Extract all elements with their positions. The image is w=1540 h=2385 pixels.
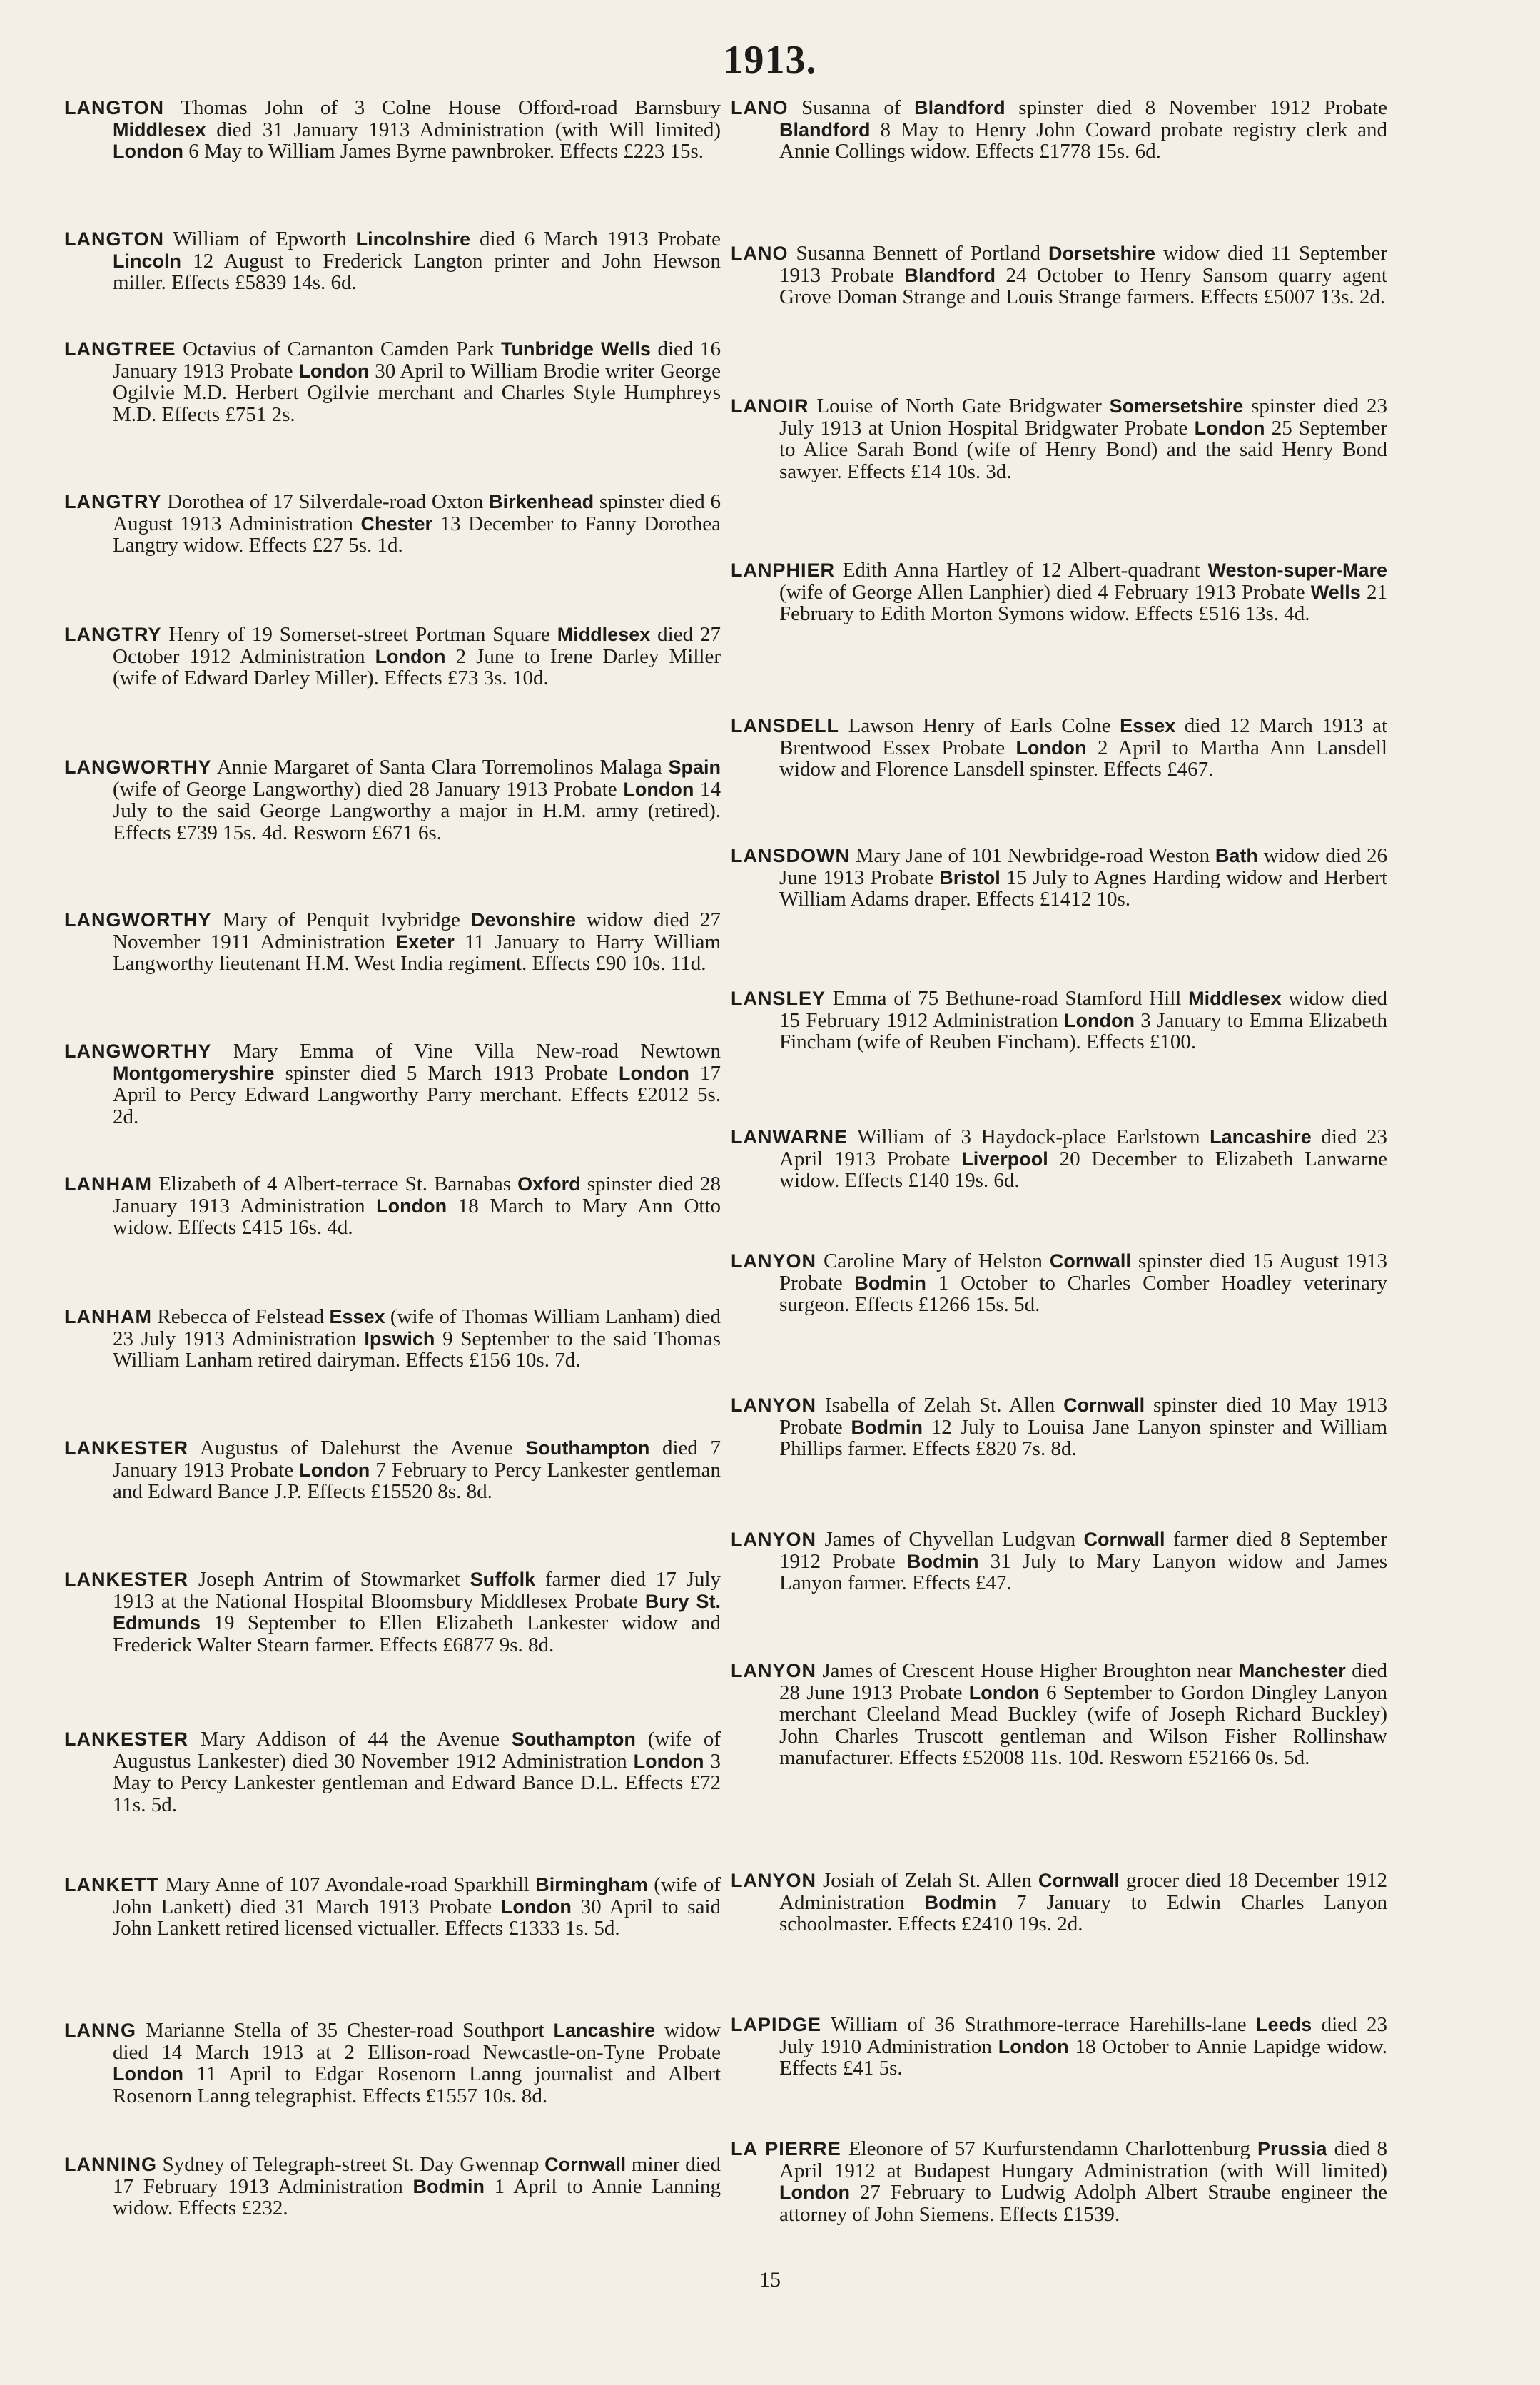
- entry-text: Rebecca of Felstead: [157, 1305, 330, 1328]
- probate-entry: [731, 97, 1387, 163]
- entry-place: Dorsetshire: [1048, 243, 1156, 264]
- entry-surname: LA PIERRE: [731, 2138, 841, 2159]
- probate-entry: [64, 1173, 721, 1239]
- probate-entry: [64, 1728, 721, 1816]
- entry-text: 2 June to Irene Darley Miller (wife of Edward Darley Miller). Effects £73 3s. 10d.: [113, 644, 721, 689]
- entry-place: London: [500, 1895, 572, 1918]
- probate-entry: [731, 715, 1387, 781]
- entry-text: 30 April to said John Lankett retired licensed victualler. Effects £1333 1s. 5d.: [113, 1895, 721, 1940]
- entry-text: died 23 April 1913 Probate: [779, 1125, 1387, 1170]
- entry-surname: LANO: [731, 97, 789, 118]
- entry-text: spinster died 28 January 1913 Administration: [113, 1173, 721, 1217]
- entry-place: Lincoln: [113, 250, 181, 272]
- entry-text: 20 December to Elizabeth Lanwarne widow. Effects £140 19s. 6d.: [779, 1147, 1387, 1192]
- entry-text: Mary Anne of 107 Avondale-road Sparkhill: [165, 1873, 536, 1896]
- entry-place: London: [298, 360, 370, 382]
- entry-place: Blandford: [779, 118, 871, 141]
- entry-surname: LANSDELL: [731, 715, 839, 736]
- entry-text: 11 April to Edgar Rosenorn Lanng journalist and Albert Rosenorn Lanng telegraphist. Effects £1557 10s. 8d.: [113, 2062, 721, 2107]
- entry-place: Essex: [1120, 715, 1176, 736]
- entry-surname: LANPHIER: [731, 559, 836, 581]
- entry-place: London: [376, 1195, 447, 1217]
- probate-entry: [731, 1394, 1387, 1460]
- probate-entry: [64, 338, 721, 425]
- entry-place: Lancashire: [553, 2020, 656, 2041]
- entry-text: (wife of Augustus Lankester) died 30 November 1912 Administration: [113, 1728, 721, 1773]
- probate-entry: [731, 1250, 1387, 1316]
- entry-text: died 23 July 1910 Administration: [779, 2013, 1388, 2058]
- entry-text: 18 October to Annie Lapidge widow. Effects £41 5s.: [779, 2035, 1387, 2080]
- entry-place: Cornwall: [1038, 1870, 1120, 1891]
- entry-place: Bodmin: [854, 1272, 926, 1294]
- entry-surname: LANKESTER: [64, 1569, 189, 1590]
- entry-text: Elizabeth of 4 Albert-terrace St. Barnabas: [158, 1173, 518, 1195]
- entry-text: Lawson Henry of Earls Colne: [848, 714, 1120, 737]
- entry-text: Mary Jane of 101 Newbridge-road Weston: [855, 844, 1215, 867]
- entry-surname: LANYON: [731, 1394, 816, 1416]
- entry-place: Lancashire: [1210, 1126, 1312, 1148]
- entry-text: Thomas John of 3 Colne House Offord-road Barnsbury: [181, 96, 721, 119]
- entry-text: James of Chyvellan Ludgvan: [824, 1528, 1084, 1551]
- entry-text: 15 July to Agnes Harding widow and Herbert William Adams draper. Effects £1412 10s.: [779, 866, 1387, 911]
- entry-text: died 6 March 1913 Probate: [470, 228, 721, 250]
- entry-surname: LANKETT: [64, 1874, 159, 1895]
- entry-text: Mary Addison of 44 the Avenue: [200, 1728, 512, 1751]
- entry-surname: LANKESTER: [64, 1437, 189, 1459]
- entry-surname: LANYON: [731, 1250, 816, 1272]
- entry-place: Bodmin: [924, 1891, 997, 1913]
- entry-surname: LANKESTER: [64, 1728, 189, 1750]
- entry-text: 8 May to Henry John Coward probate registry clerk and Annie Collings widow. Effects £1778 15s. 6d.: [779, 118, 1387, 163]
- entry-text: (wife of Thomas William Lanham) died 23 July 1913 Administration: [113, 1305, 721, 1350]
- entry-text: died 12 March 1913 at Brentwood Essex Probate: [779, 714, 1388, 759]
- entry-text: Marianne Stella of 35 Chester-road Southport: [145, 2019, 554, 2042]
- entry-text: (wife of George Allen Lanphier) died 4 February 1913 Probate: [779, 580, 1311, 604]
- entry-text: Sydney of Telegraph-street St. Day Gwennap: [162, 2153, 545, 2176]
- entry-surname: LANO: [731, 243, 789, 264]
- entry-place: Exeter: [395, 931, 455, 953]
- probate-entry: [64, 1306, 721, 1372]
- probate-entry: [731, 2138, 1387, 2225]
- entry-place: London: [1015, 736, 1087, 759]
- entry-surname: LANGWORTHY: [64, 1040, 212, 1062]
- entry-place: London: [633, 1750, 704, 1772]
- entry-text: died 31 January 1913 Administration (with Will limited): [206, 118, 721, 141]
- entry-place: Somersetshire: [1109, 395, 1244, 417]
- entry-text: widow died 11 September 1913 Probate: [779, 242, 1388, 287]
- entry-text: Susanna Bennett of Portland: [796, 242, 1048, 265]
- entry-text: spinster died 5 March 1913 Probate: [274, 1061, 619, 1085]
- entry-surname: LANYON: [731, 1660, 816, 1681]
- entry-place: Weston-super-Mare: [1207, 559, 1387, 581]
- entry-place: Bristol: [939, 866, 1001, 888]
- entry-text: spinster died 15 August 1913 Probate: [779, 1250, 1388, 1295]
- entry-text: widow died 26 June 1913 Probate: [779, 844, 1388, 889]
- entry-place: London: [299, 1459, 370, 1481]
- entry-place: Blandford: [904, 264, 996, 286]
- probate-entry: [731, 2014, 1387, 2080]
- entry-surname: LANSLEY: [731, 988, 826, 1009]
- entry-text: Eleonore of 57 Kurfurstendamn Charlottenburg: [848, 2137, 1257, 2160]
- entry-place: London: [998, 2035, 1069, 2057]
- page-title: 1913.: [723, 38, 817, 82]
- entry-text: 3 January to Emma Elizabeth Fincham (wife of Reuben Fincham). Effects £100.: [779, 1008, 1388, 1053]
- probate-entry: [731, 1660, 1387, 1769]
- entry-place: Prussia: [1257, 2138, 1327, 2159]
- entry-text: spinster died 10 May 1913 Probate: [779, 1394, 1387, 1439]
- probate-entry: [731, 1870, 1387, 1935]
- probate-entry: [64, 2020, 721, 2107]
- entry-text: spinster died 23 July 1913 at Union Hospital Bridgwater Probate: [779, 395, 1387, 440]
- entry-text: William of Epworth: [173, 228, 356, 250]
- entry-text: Susanna of: [801, 96, 915, 119]
- entry-place: Middlesex: [1188, 988, 1282, 1009]
- probate-entry: [64, 1874, 721, 1940]
- probate-entry: [731, 559, 1387, 625]
- entry-surname: LANYON: [731, 1870, 816, 1891]
- entry-text: 17 April to Percy Edward Langworthy Parry merchant. Effects £2012 5s. 2d.: [113, 1061, 721, 1128]
- entry-text: 11 January to Harry William Langworthy lieutenant H.M. West India regiment. Effects £90 10s. 11d.: [113, 930, 721, 975]
- entry-text: 19 September to Ellen Elizabeth Lankester widow and Frederick Walter Stearn farmer. Effects £6877 9s. 8d.: [113, 1611, 721, 1656]
- entry-text: died 8 April 1912 at Budapest Hungary Administration (with Will limited): [779, 2137, 1388, 2182]
- entry-text: 6 May to William James Byrne pawnbroker. Effects £223 15s.: [183, 140, 704, 163]
- entry-place: Bury St. Edmunds: [113, 1590, 721, 1634]
- entry-place: London: [1063, 1009, 1135, 1031]
- entry-text: 7 February to Percy Lankester gentleman and Edward Bance J.P. Effects £15520 8s. 8d.: [113, 1458, 721, 1503]
- entry-text: widow died 27 November 1911 Administration: [113, 908, 721, 953]
- entry-text: 31 July to Mary Lanyon widow and James Lanyon farmer. Effects £47.: [779, 1549, 1387, 1594]
- probate-entry: [64, 1437, 721, 1503]
- entry-text: Josiah of Zelah St. Allen: [823, 1869, 1038, 1892]
- entry-place: Cornwall: [1063, 1394, 1145, 1416]
- entry-surname: LANGTRY: [64, 491, 162, 512]
- entry-text: 21 February to Edith Morton Symons widow. Effects £516 13s. 4d.: [779, 580, 1388, 625]
- entry-text: Mary Emma of Vine Villa New-road Newtown: [233, 1040, 721, 1063]
- probate-entry: [64, 2154, 721, 2219]
- entry-text: widow died 15 February 1912 Administration: [779, 987, 1388, 1032]
- entry-text: 1 October to Charles Comber Hoadley veterinary surgeon. Effects £1266 15s. 5d.: [779, 1271, 1387, 1316]
- entry-place: Bodmin: [412, 2175, 485, 2197]
- entry-place: Devonshire: [470, 909, 577, 931]
- probate-entry: [64, 909, 721, 975]
- entry-text: 7 January to Edwin Charles Lanyon schoolmaster. Effects £2410 19s. 2d.: [779, 1890, 1387, 1935]
- entry-place: Blandford: [914, 97, 1005, 118]
- entry-text: James of Crescent House Higher Broughton near: [822, 1659, 1239, 1682]
- entry-surname: LAPIDGE: [731, 2014, 822, 2035]
- entry-text: 14 July to the said George Langworthy a major in H.M. army (retired). Effects £739 15s. 4d. Resworn £671 6s.: [113, 777, 721, 844]
- entry-surname: LANGTRY: [64, 624, 162, 645]
- entry-surname: LANGWORTHY: [64, 909, 212, 931]
- entry-surname: LANGWORTHY: [64, 756, 212, 778]
- entry-text: 12 August to Frederick Langton printer and John Hewson miller. Effects £5839 14s. 6d.: [113, 249, 721, 294]
- probate-entry: [731, 243, 1387, 308]
- probate-entry: [64, 756, 721, 844]
- entry-place: London: [375, 645, 446, 667]
- entry-text: spinster died 6 August 1913 Administration: [113, 490, 721, 535]
- entry-text: grocer died 18 December 1912 Administration: [779, 1869, 1388, 1914]
- entry-place: London: [113, 141, 183, 162]
- entry-text: Mary of Penquit Ivybridge: [222, 908, 471, 931]
- entry-place: Birkenhead: [489, 491, 594, 512]
- entry-text: 18 March to Mary Ann Otto widow. Effects £415 16s. 4d.: [113, 1194, 721, 1239]
- entry-text: Emma of 75 Bethune-road Stamford Hill: [832, 987, 1189, 1010]
- entry-place: Cornwall: [544, 2154, 627, 2175]
- entry-place: London: [623, 778, 694, 800]
- entry-text: Augustus of Dalehurst the Avenue: [200, 1437, 526, 1459]
- entry-surname: LANGTREE: [64, 338, 176, 360]
- probate-entry: [731, 845, 1387, 911]
- entry-place: Essex: [329, 1306, 385, 1327]
- entry-text: (wife of John Lankett) died 31 March 1913 Probate: [113, 1873, 721, 1918]
- entry-place: Manchester: [1238, 1660, 1346, 1681]
- entry-text: Henry of 19 Somerset-street Portman Square: [168, 623, 557, 646]
- entry-surname: LANOIR: [731, 395, 809, 417]
- entry-text: miner died 17 February 1913 Administration: [113, 2153, 721, 2198]
- entry-place: Montgomeryshire: [113, 1062, 275, 1084]
- entry-text: 30 April to William Brodie writer George Ogilvie M.D. Herbert Ogilvie merchant and Charles Style Humphreys M.D. Effects £751 2s.: [113, 359, 721, 426]
- entry-text: 9 September to the said Thomas William Lanham retired dairyman. Effects £156 10s. 7d.: [113, 1327, 721, 1372]
- entry-place: Oxford: [517, 1173, 581, 1195]
- entry-place: Bodmin: [851, 1416, 923, 1438]
- probate-entry: [731, 1529, 1387, 1594]
- entry-surname: LANNING: [64, 2154, 157, 2175]
- entry-text: 2 April to Martha Ann Lansdell widow and Florence Lansdell spinster. Effects £467.: [779, 736, 1387, 781]
- entry-text: spinster died 8 November 1912 Probate: [1005, 96, 1387, 119]
- entry-place: Bodmin: [906, 1550, 979, 1572]
- entry-text: William of 3 Haydock-place Earlstown: [857, 1125, 1210, 1148]
- entry-place: Ipswich: [364, 1327, 435, 1350]
- entry-place: London: [618, 1062, 689, 1084]
- entry-text: died 16 January 1913 Probate: [113, 338, 721, 383]
- entry-surname: LANHAM: [64, 1306, 152, 1327]
- probate-entry: [64, 491, 721, 557]
- entry-place: Southampton: [511, 1728, 636, 1750]
- entry-place: Bath: [1215, 845, 1258, 866]
- entry-place: Tunbridge Wells: [500, 338, 651, 360]
- entry-text: 13 December to Fanny Dorothea Langtry widow. Effects £27 5s. 1d.: [113, 512, 721, 557]
- probate-entry: [64, 1040, 721, 1128]
- entry-text: William of 36 Strathmore-terrace Harehills-lane: [830, 2013, 1257, 2036]
- entry-place: London: [1194, 417, 1265, 439]
- entry-place: Liverpool: [961, 1148, 1048, 1170]
- entry-text: died 7 January 1913 Probate: [113, 1437, 721, 1482]
- entry-place: Suffolk: [470, 1569, 536, 1590]
- entry-text: (wife of George Langworthy) died 28 January 1913 Probate: [113, 777, 624, 801]
- entry-text: 27 February to Ludwig Adolph Albert Straube engineer the attorney of John Siemens. Effects £1539.: [779, 2181, 1387, 2226]
- entry-text: Louise of North Gate Bridgwater: [816, 395, 1110, 417]
- probate-entry: [731, 1126, 1387, 1192]
- probate-entry: [64, 624, 721, 689]
- entry-text: died 27 October 1912 Administration: [113, 623, 721, 668]
- entry-surname: LANGTON: [64, 97, 164, 118]
- entry-text: widow died 14 March 1913 at 2 Ellison-road Newcastle-on-Tyne Probate: [113, 2019, 721, 2064]
- entry-text: Caroline Mary of Helston: [823, 1250, 1050, 1272]
- entry-text: 6 September to Gordon Dingley Lanyon merchant Cleeland Mead Buckley (wife of Joseph Richard Buckley) John Charles Truscott gentleman and Wilson Fisher Rollinshaw manufacturer. Effects £52008 11s. 10d. Resworn £52166 0s. 5d.: [779, 1681, 1387, 1769]
- probate-entry: [64, 97, 721, 163]
- entry-text: Octavius of Carnanton Camden Park: [183, 338, 501, 360]
- entry-text: Annie Margaret of Santa Clara Torremolinos Malaga: [216, 756, 669, 779]
- entry-text: died 28 June 1913 Probate: [779, 1659, 1388, 1704]
- entry-place: London: [779, 2182, 850, 2203]
- entry-text: 12 July to Louisa Jane Lanyon spinster and William Phillips farmer. Effects £820 7s. 8d.: [779, 1415, 1388, 1460]
- probate-entry: [64, 228, 721, 294]
- entry-text: Joseph Antrim of Stowmarket: [198, 1568, 470, 1591]
- entry-text: 1 April to Annie Lanning widow. Effects £232.: [113, 2174, 721, 2219]
- entry-text: Edith Anna Hartley of 12 Albert-quadrant: [842, 559, 1208, 582]
- entry-place: Middlesex: [113, 118, 206, 141]
- entry-place: Birmingham: [535, 1874, 648, 1895]
- entry-text: 3 May to Percy Lankester gentleman and Edward Bance D.L. Effects £72 11s. 5d.: [113, 1749, 721, 1816]
- entry-text: Dorothea of 17 Silverdale-road Oxton: [167, 490, 490, 513]
- entry-place: Chester: [360, 512, 433, 535]
- entry-surname: LANSDOWN: [731, 845, 850, 866]
- probate-entry: [731, 988, 1387, 1053]
- entry-place: Wells: [1310, 581, 1361, 603]
- entry-surname: LANGTON: [64, 228, 164, 250]
- entry-surname: LANYON: [731, 1529, 816, 1550]
- entry-surname: LANWARNE: [731, 1126, 848, 1148]
- entry-place: Southampton: [525, 1437, 650, 1459]
- entry-place: Lincolnshire: [355, 228, 471, 250]
- entry-place: Leeds: [1256, 2014, 1312, 2035]
- entry-place: London: [113, 2063, 183, 2085]
- entry-text: 25 September to Alice Sarah Bond (wife of Henry Bond) and the said Henry Bond sawyer. Effects £14 10s. 3d.: [779, 416, 1388, 483]
- probate-entry: [731, 395, 1387, 482]
- entry-place: Cornwall: [1083, 1529, 1165, 1550]
- page-number: 15: [759, 2268, 781, 2292]
- entry-place: Cornwall: [1049, 1250, 1131, 1272]
- entry-place: Spain: [668, 756, 721, 778]
- probate-entry: [64, 1569, 721, 1656]
- entry-surname: LANHAM: [64, 1173, 152, 1195]
- entry-text: Isabella of Zelah St. Allen: [824, 1394, 1064, 1417]
- entry-text: 24 October to Henry Sansom quarry agent Grove Doman Strange and Louis Strange farmers. Effects £5007 13s. 2d.: [779, 263, 1387, 308]
- entry-place: London: [968, 1681, 1040, 1703]
- entry-place: Middlesex: [557, 624, 651, 645]
- entry-surname: LANNG: [64, 2020, 136, 2041]
- entry-text: farmer died 17 July 1913 at the National Hospital Bloomsbury Middlesex Probate: [113, 1568, 721, 1613]
- entry-text: farmer died 8 September 1912 Probate: [779, 1528, 1387, 1573]
